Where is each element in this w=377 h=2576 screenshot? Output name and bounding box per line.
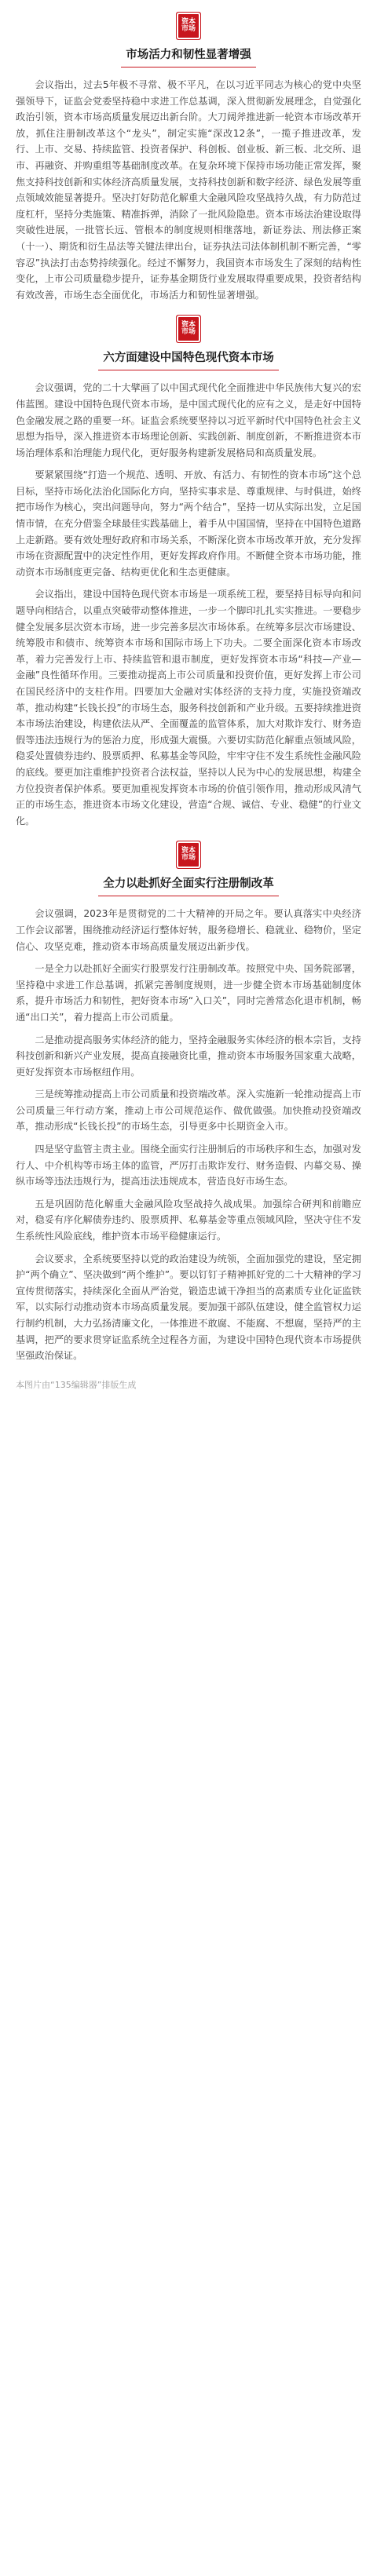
section-badge-icon: 资本市场	[178, 317, 199, 341]
section-2	[16, 317, 361, 829]
paragraph: 会议强调，2023年是贯彻党的二十大精神的开局之年。要认真落实中央经济工作会议部署，围绕推动经济运行整体好转，服务稳增长、稳就业、稳物价，坚定信心、攻坚克难，推动资本市场高质量发展迈出新步伐。	[16, 908, 361, 952]
section-badge-icon: 资本市场	[178, 14, 199, 38]
section-header	[16, 14, 361, 68]
paragraph: 会议强调，党的二十大擘画了以中国式现代化全面推进中华民族伟大复兴的宏伟蓝图。建设中国特色现代资本市场，是中国式现代化的应有之义，是走好中国特色金融发展之路的重要一环。证监会系统要坚持以习近平新时代中国特色社会主义思想为指导，深入推进资本市场理论创新、实践创新、制度创新，不断推进资本市场治理体系和治理能力现代化，更好服务构建新发展格局和高质量发展。	[16, 382, 361, 458]
section-badge-icon: 资本市场	[178, 843, 199, 867]
paragraph: 三是统筹推动提高上市公司质量和投资端改革。深入实施新一轮推动提高上市公司质量三年行动方案，推动上市公司规范运作、做优做强。加快推动投资端改革，推动形成“长钱长投”的市场生态，引导更多中长期资金入市。	[16, 1089, 361, 1133]
paragraph: 会议指出，过去5年极不寻常、极不平凡，在以习近平同志为核心的党中央坚强领导下，证监会党委坚持稳中求进工作总基调，深入贯彻新发展理念，自觉强化政治引领，资本市场高质量发展迈出新台阶。大刀阔斧推进新一轮资本市场改革开放，抓住注册制改革这个“龙头”，制定实施“深改12条”，一揽子推进改革，发行、上市、交易、持续监管、投资者保护、科创板、创业板、新三板、北交所、退市、再融资、并购重组等基础制度改革。在复杂环境下保持市场功能正常发挥，聚焦支持科技创新和实体经济高质量发展，支持科技创新和数字经济、绿色发展等重点领域效能显著提升。坚决打好防范化解重大金融风险攻坚战持久战，有力防范过度杠杆，坚持分类施策、精准拆弹，消除了一批风险隐患。资本市场法治建设取得突破性进展，一批管长远、管根本的制度规则相继落地，新证券法、刑法修正案（十一）、期货和衍生品法等关键法律出台，证券执法司法体制机制不断完善，“零容忍”执法打击态势持续强化。经过不懈努力，我国资本市场发生了深刻的结构性变化，上市公司质量稳步提升，证券基金期货行业发展取得重要成果，投资者结构有效改善，市场生态全面优化，市场活力和韧性显著增强。	[16, 79, 361, 301]
section-3	[16, 843, 361, 1363]
footer-note: 本图片由“135编辑器”排版生成	[16, 1379, 137, 1390]
paragraph: 五是巩固防范化解重大金融风险攻坚战持久战成果。加强综合研判和前瞻应对，稳妥有序化解债券违约、股票质押、私募基金等重点领域风险，坚决守住不发生系统性风险底线，维护资本市场平稳健康运行。	[16, 1198, 361, 1242]
section-title: 全力以赴抓好全面实行注册制改革	[98, 874, 279, 896]
paragraph: 会议要求，全系统要坚持以党的政治建设为统领，全面加强党的建设，坚定拥护“两个确立”、坚决做到“两个维护”。要以钉钉子精神抓好党的二十大精神的学习宣传贯彻落实，持续深化全面从严治党，锻造忠诚干净担当的高素质专业化证监铁军，以实际行动推动资本市场高质量发展。要加强干部队伍建设，健全监管权力运行制约机制，大力弘扬清廉文化，一体推进不敢腐、不能腐、不想腐，坚持严的主基调，把严的要求贯穿证监系统全过程各方面，为建设中国特色现代资本市场提供坚强政治保证。	[16, 1253, 361, 1362]
paragraph: 要紧紧围绕“打造一个规范、透明、开放、有活力、有韧性的资本市场”这个总目标，坚持市场化法治化国际化方向，坚持实事求是、尊重规律、与时俱进，始终把市场作为核心，突出问题导向，努力“两个结合”，坚持一切从实际出发，立足国情市情，在充分借鉴全球最佳实践基础上，着手从中国国情，坚持在中国特色道路上走新路。要有效处理好政府和市场关系，不断深化资本市场改革开放，充分发挥市场在资源配置中的决定性作用，更好发挥政府作用。不断健全资本市场功能，推动资本市场制度更完备、结构更优化和生态更健康。	[16, 469, 361, 578]
paragraph: 会议指出，建设中国特色现代资本市场是一项系统工程，要坚持目标导向和问题导向相结合，以重点突破带动整体推进，一步一个脚印扎扎实实推进。一要稳步健全发展多层次资本市场，进一步完善多层次市场体系。在统筹多层次市场建设、统筹股市和债市、统筹资本市场和国际市场上下功夫。二要全面深化资本市场改革，着力完善发行上市、持续监管和退市制度，更好发挥资本市场“科技—产业—金融”良性循环作用。三要推动提高上市公司质量和投资价值，更好发挥上市公司在国民经济中的支柱作用。四要加大金融对实体经济的支持力度，实施投资端改革，推动构建“长钱长投”的市场生态，服务科技创新和产业升级。五要持续推进资本市场法治建设，构建依法从严、全面覆盖的监管体系，加大对欺诈发行、财务造假等违法违规行为的惩治力度，形成强大震慑。六要切实防范化解重点领域风险，稳妥处置债券违约、股票质押、私募基金等风险，牢牢守住不发生系统性金融风险的底线。要更加注重维护投资者合法权益，坚持以人民为中心的发展思想，构建全方位投资者保护体系。要更加重视发挥资本市场的价值引领作用，推动形成风清气正的市场生态，推进资本市场文化建设，营造“合规、诚信、专业、稳健”的行业文化。	[16, 589, 361, 826]
section-header	[16, 843, 361, 896]
paragraph: 二是推动提高服务实体经济的能力，坚持金融服务实体经济的根本宗旨，支持科技创新和新兴产业发展，提高直接融资比重，推动资本市场服务国家重大战略，更好发挥资本市场枢纽作用。	[16, 1034, 361, 1078]
paragraph: 一是全力以赴抓好全面实行股票发行注册制改革。按照党中央、国务院部署，坚持稳中求进工作总基调，抓紧完善制度规则，进一步健全资本市场基础制度体系，提升市场活力和韧性，把好资本市场“入口关”，同时完善常态化退市机制，畅通“出口关”，着力提高上市公司质量。	[16, 963, 361, 1023]
section-header	[16, 317, 361, 370]
section-title: 市场活力和韧性显著增强	[121, 46, 256, 68]
section-1	[16, 14, 361, 303]
section-title: 六方面建设中国特色现代资本市场	[98, 348, 279, 370]
paragraph: 四是坚守监管主责主业。围绕全面实行注册制后的市场秩序和生态，加强对发行人、中介机构等市场主体的监管，严厉打击欺诈发行、财务造假、内幕交易、操纵市场等违法违规行为，提高违法违规成本，营造良好市场生态。	[16, 1144, 361, 1188]
